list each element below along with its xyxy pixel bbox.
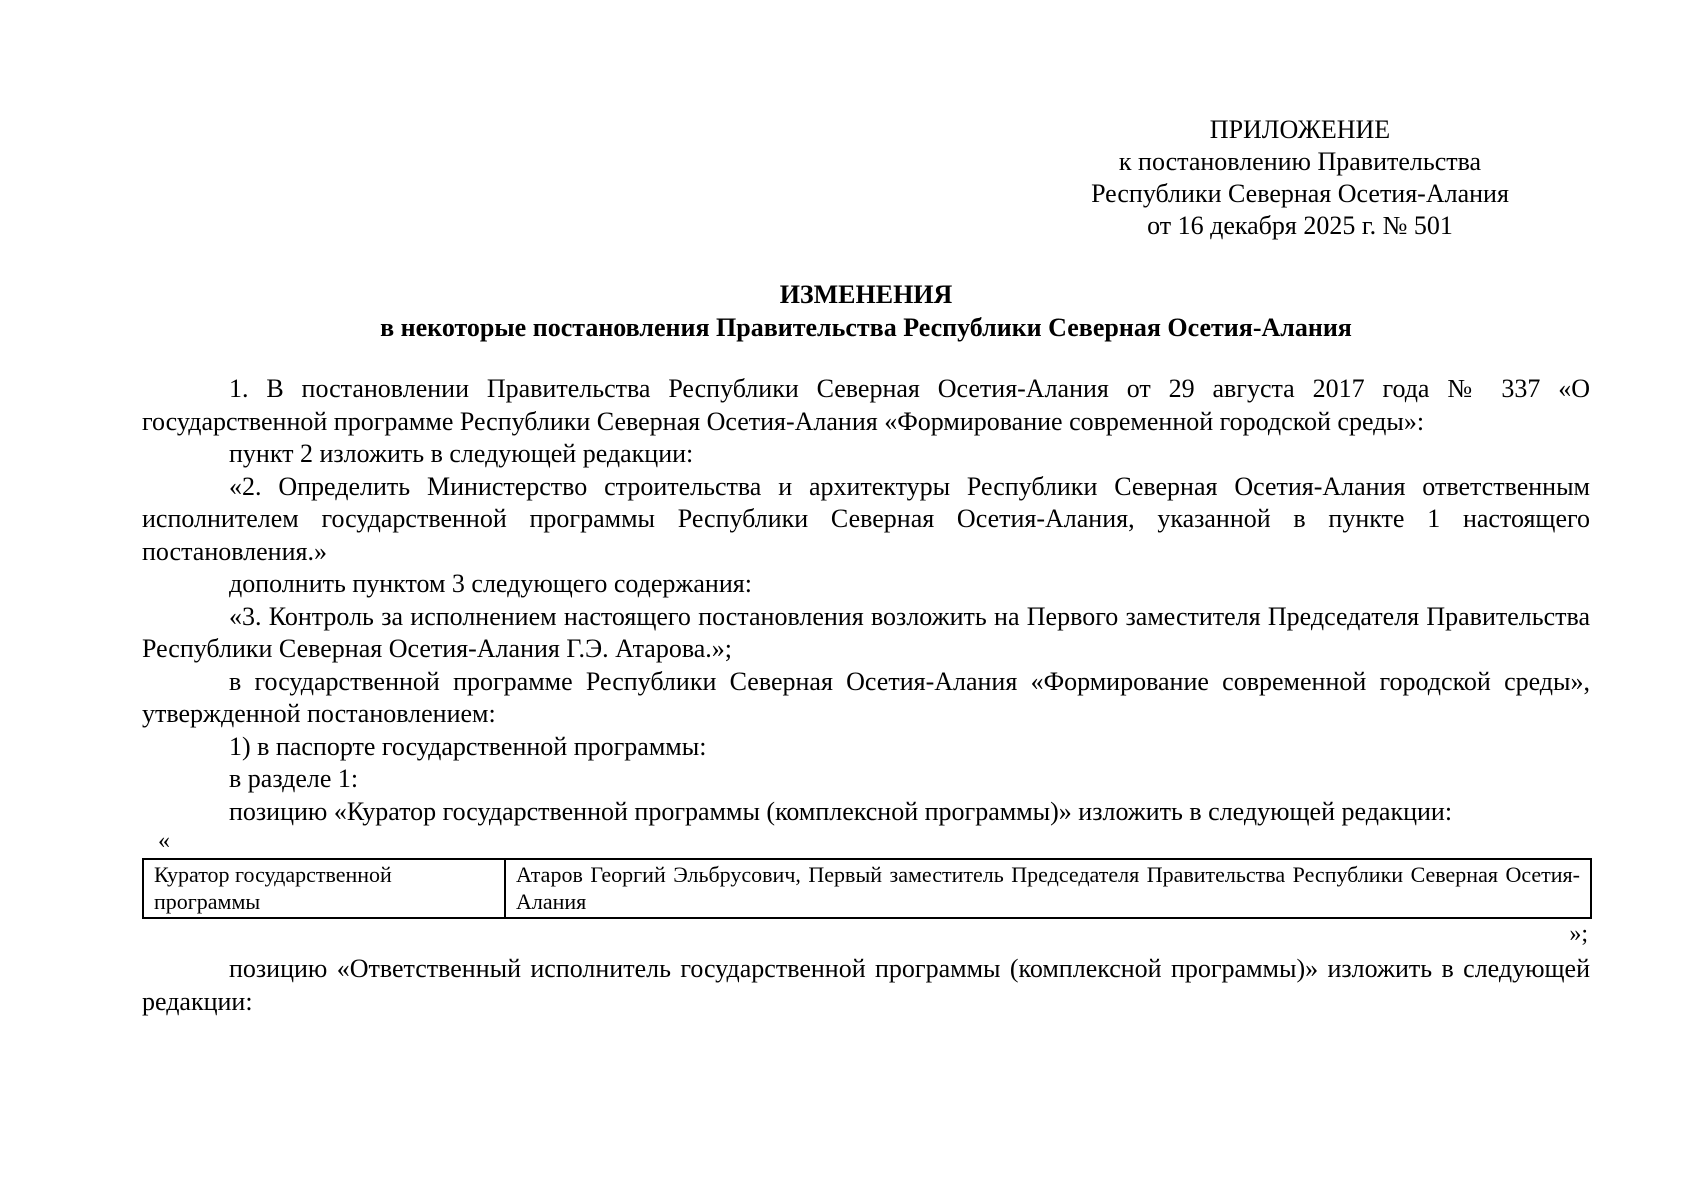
paragraph-2: пункт 2 изложить в следующей редакции: <box>229 439 694 468</box>
table-row <box>143 859 1591 918</box>
attachment-block <box>1040 114 1560 242</box>
attachment-reference: к постановлению Правительства <box>1118 147 1482 176</box>
paragraph-4: дополнить пунктом 3 следующего содержания: <box>229 569 752 598</box>
attachment-date-number: от 16 декабря 2025 г. № 501 <box>1147 211 1453 240</box>
paragraph-10: позицию «Ответственный исполнитель государственной программы (комплексной программы)» изложить в следующей редакции: <box>142 954 1590 1016</box>
attachment-government: Республики Северная Осетия-Алания <box>1091 179 1509 208</box>
paragraph-8: в разделе 1: <box>229 764 359 793</box>
curator-table <box>142 858 1592 919</box>
document-title <box>142 278 1590 344</box>
attachment-heading: ПРИЛОЖЕНИЕ <box>1209 115 1391 144</box>
curator-label-cell: Куратор государственной программы <box>143 859 505 918</box>
paragraph-1: 1. В постановлении Правительства Республики Северная Осетия-Алания от 29 августа 2017 года № 337 «О государственной программе Республики Северная Осетия-Алания «Формирование современной городской среды»: <box>142 374 1590 436</box>
paragraph-5: «3. Контроль за исполнением настоящего постановления возложить на Первого заместителя Председателя Правительства Республики Северная Осетия-Алания Г.Э. Атарова.»; <box>142 601 1590 663</box>
document-body <box>142 373 1590 1018</box>
title-heading: ИЗМЕНЕНИЯ <box>779 280 953 309</box>
paragraph-6: в государственной программе Республики Северная Осетия-Алания «Формирование современной городской среды», утвержденной постановлением: <box>142 666 1590 728</box>
paragraph-3: «2. Определить Министерство строительства и архитектуры Республики Северная Осетия-Алания ответственным исполнителем государственной программы Республики Северная Осетия-Алания, указанной в пункте 1 настоящего постановления.» <box>142 471 1590 566</box>
paragraph-9: позицию «Куратор государственной программы (комплексной программы)» изложить в следующей редакции: <box>229 796 1453 826</box>
title-subheading: в некоторые постановления Правительства Республики Северная Осетия-Алания <box>380 313 1352 342</box>
curator-value-cell: Атаров Георгий Эльбрусович, Первый заместитель Председателя Правительства Республики Северная Осетия-Алания <box>505 859 1591 918</box>
quote-close-mark: »; <box>1569 921 1588 947</box>
paragraph-7: 1) в паспорте государственной программы: <box>229 731 707 761</box>
quote-open-mark: « <box>158 828 170 854</box>
